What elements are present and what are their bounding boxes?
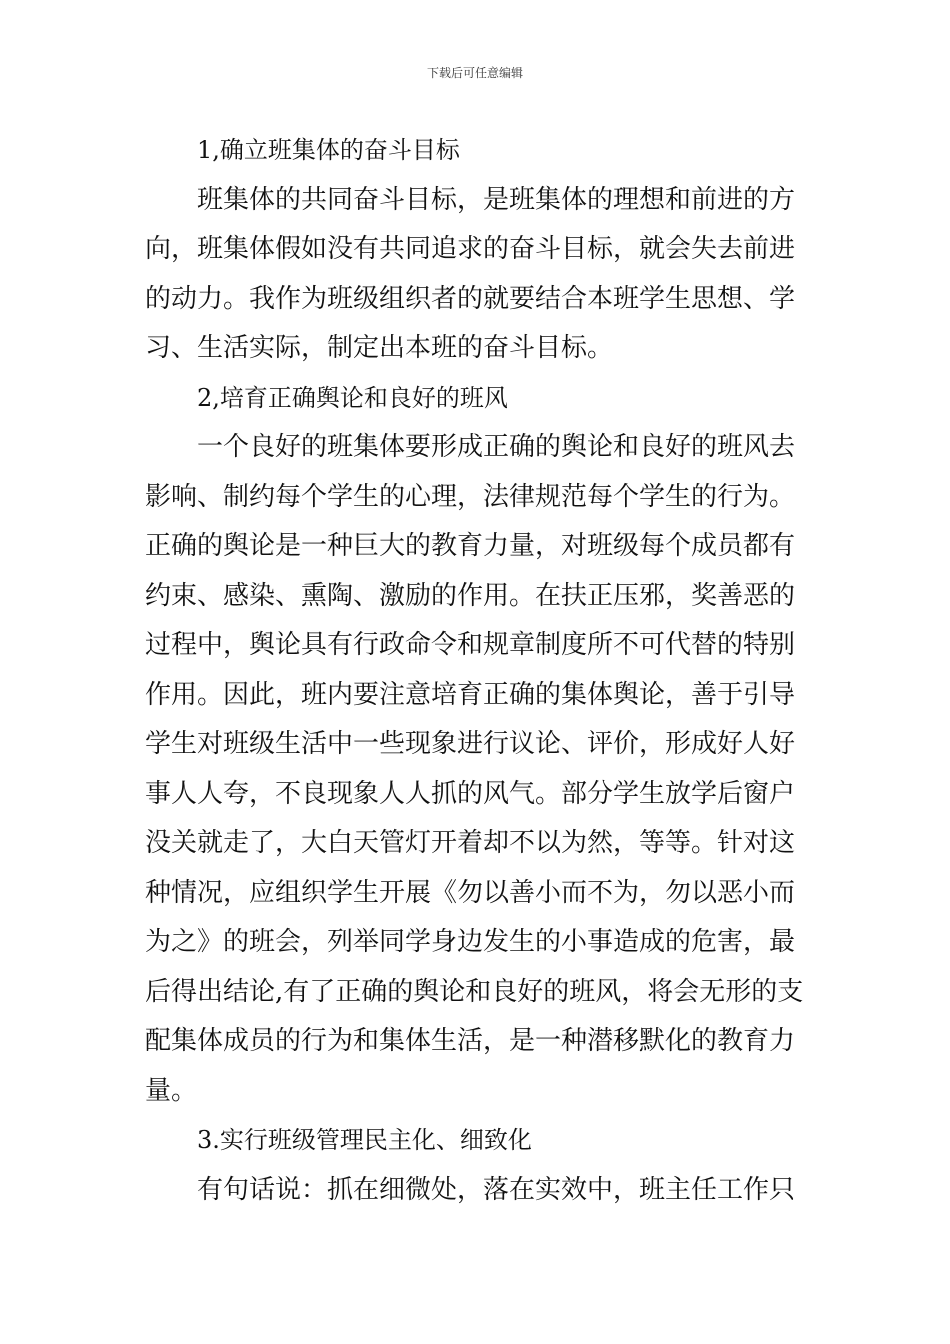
text-line: 的动力。我作为班级组织者的就要结合本班学生思想、学 <box>145 283 796 314</box>
text-line: 一个良好的班集体要形成正确的舆论和良好的班风去 <box>197 432 796 462</box>
text-line: 班集体的共同奋斗目标，是班集体的理想和前进的方 <box>197 184 796 215</box>
section-heading: 3.实行班级管理民主化、细致化 <box>197 1126 532 1154</box>
page-header: 下载后可任意编辑 <box>426 66 523 80</box>
text-line: 影响、制约每个学生的心理，法律规范每个学生的行为。 <box>145 481 796 512</box>
text-line: 种情况，应组织学生开展《勿以善小而不为，勿以恶小而 <box>145 877 796 908</box>
text-line: 约束、感染、熏陶、激励的作用。在扶正压邪，奖善恶的 <box>145 580 796 611</box>
text-line: 习、生活实际，制定出本班的奋斗目标。 <box>145 333 614 363</box>
text-line: 配集体成员的行为和集体生活，是一种潜移默化的教育力 <box>145 1026 796 1056</box>
text-line: 过程中，舆论具有行政命令和规章制度所不可代替的特别 <box>145 630 796 660</box>
section-heading: 2,培育正确舆论和良好的班风 <box>197 383 508 412</box>
text-line: 有句话说：抓在细微处，落在实效中，班主任工作只 <box>197 1174 796 1205</box>
text-line: 向，班集体假如没有共同追求的奋斗目标，就会失去前进 <box>145 234 796 264</box>
text-line: 没关就走了，大白天管灯开着却不以为然，等等。针对这 <box>145 828 796 858</box>
section-heading: 1,确立班集体的奋斗目标 <box>197 136 460 164</box>
text-line: 正确的舆论是一种巨大的教育力量，对班级每个成员都有 <box>145 531 796 561</box>
text-line: 事人人夸，不良现象人人抓的风气。部分学生放学后窗户 <box>145 778 796 809</box>
text-line: 量。 <box>145 1075 198 1106</box>
text-line: 为之》的班会，列举同学身边发生的小事造成的危害，最 <box>145 927 796 957</box>
text-line: 后得出结论,有了正确的舆论和良好的班风，将会无形的支 <box>145 976 804 1007</box>
text-line: 作用。因此，班内要注意培育正确的集体舆论，善于引导 <box>145 679 796 710</box>
document-body <box>145 126 809 1215</box>
text-line: 学生对班级生活中一些现象进行议论、评价，形成好人好 <box>145 729 796 759</box>
